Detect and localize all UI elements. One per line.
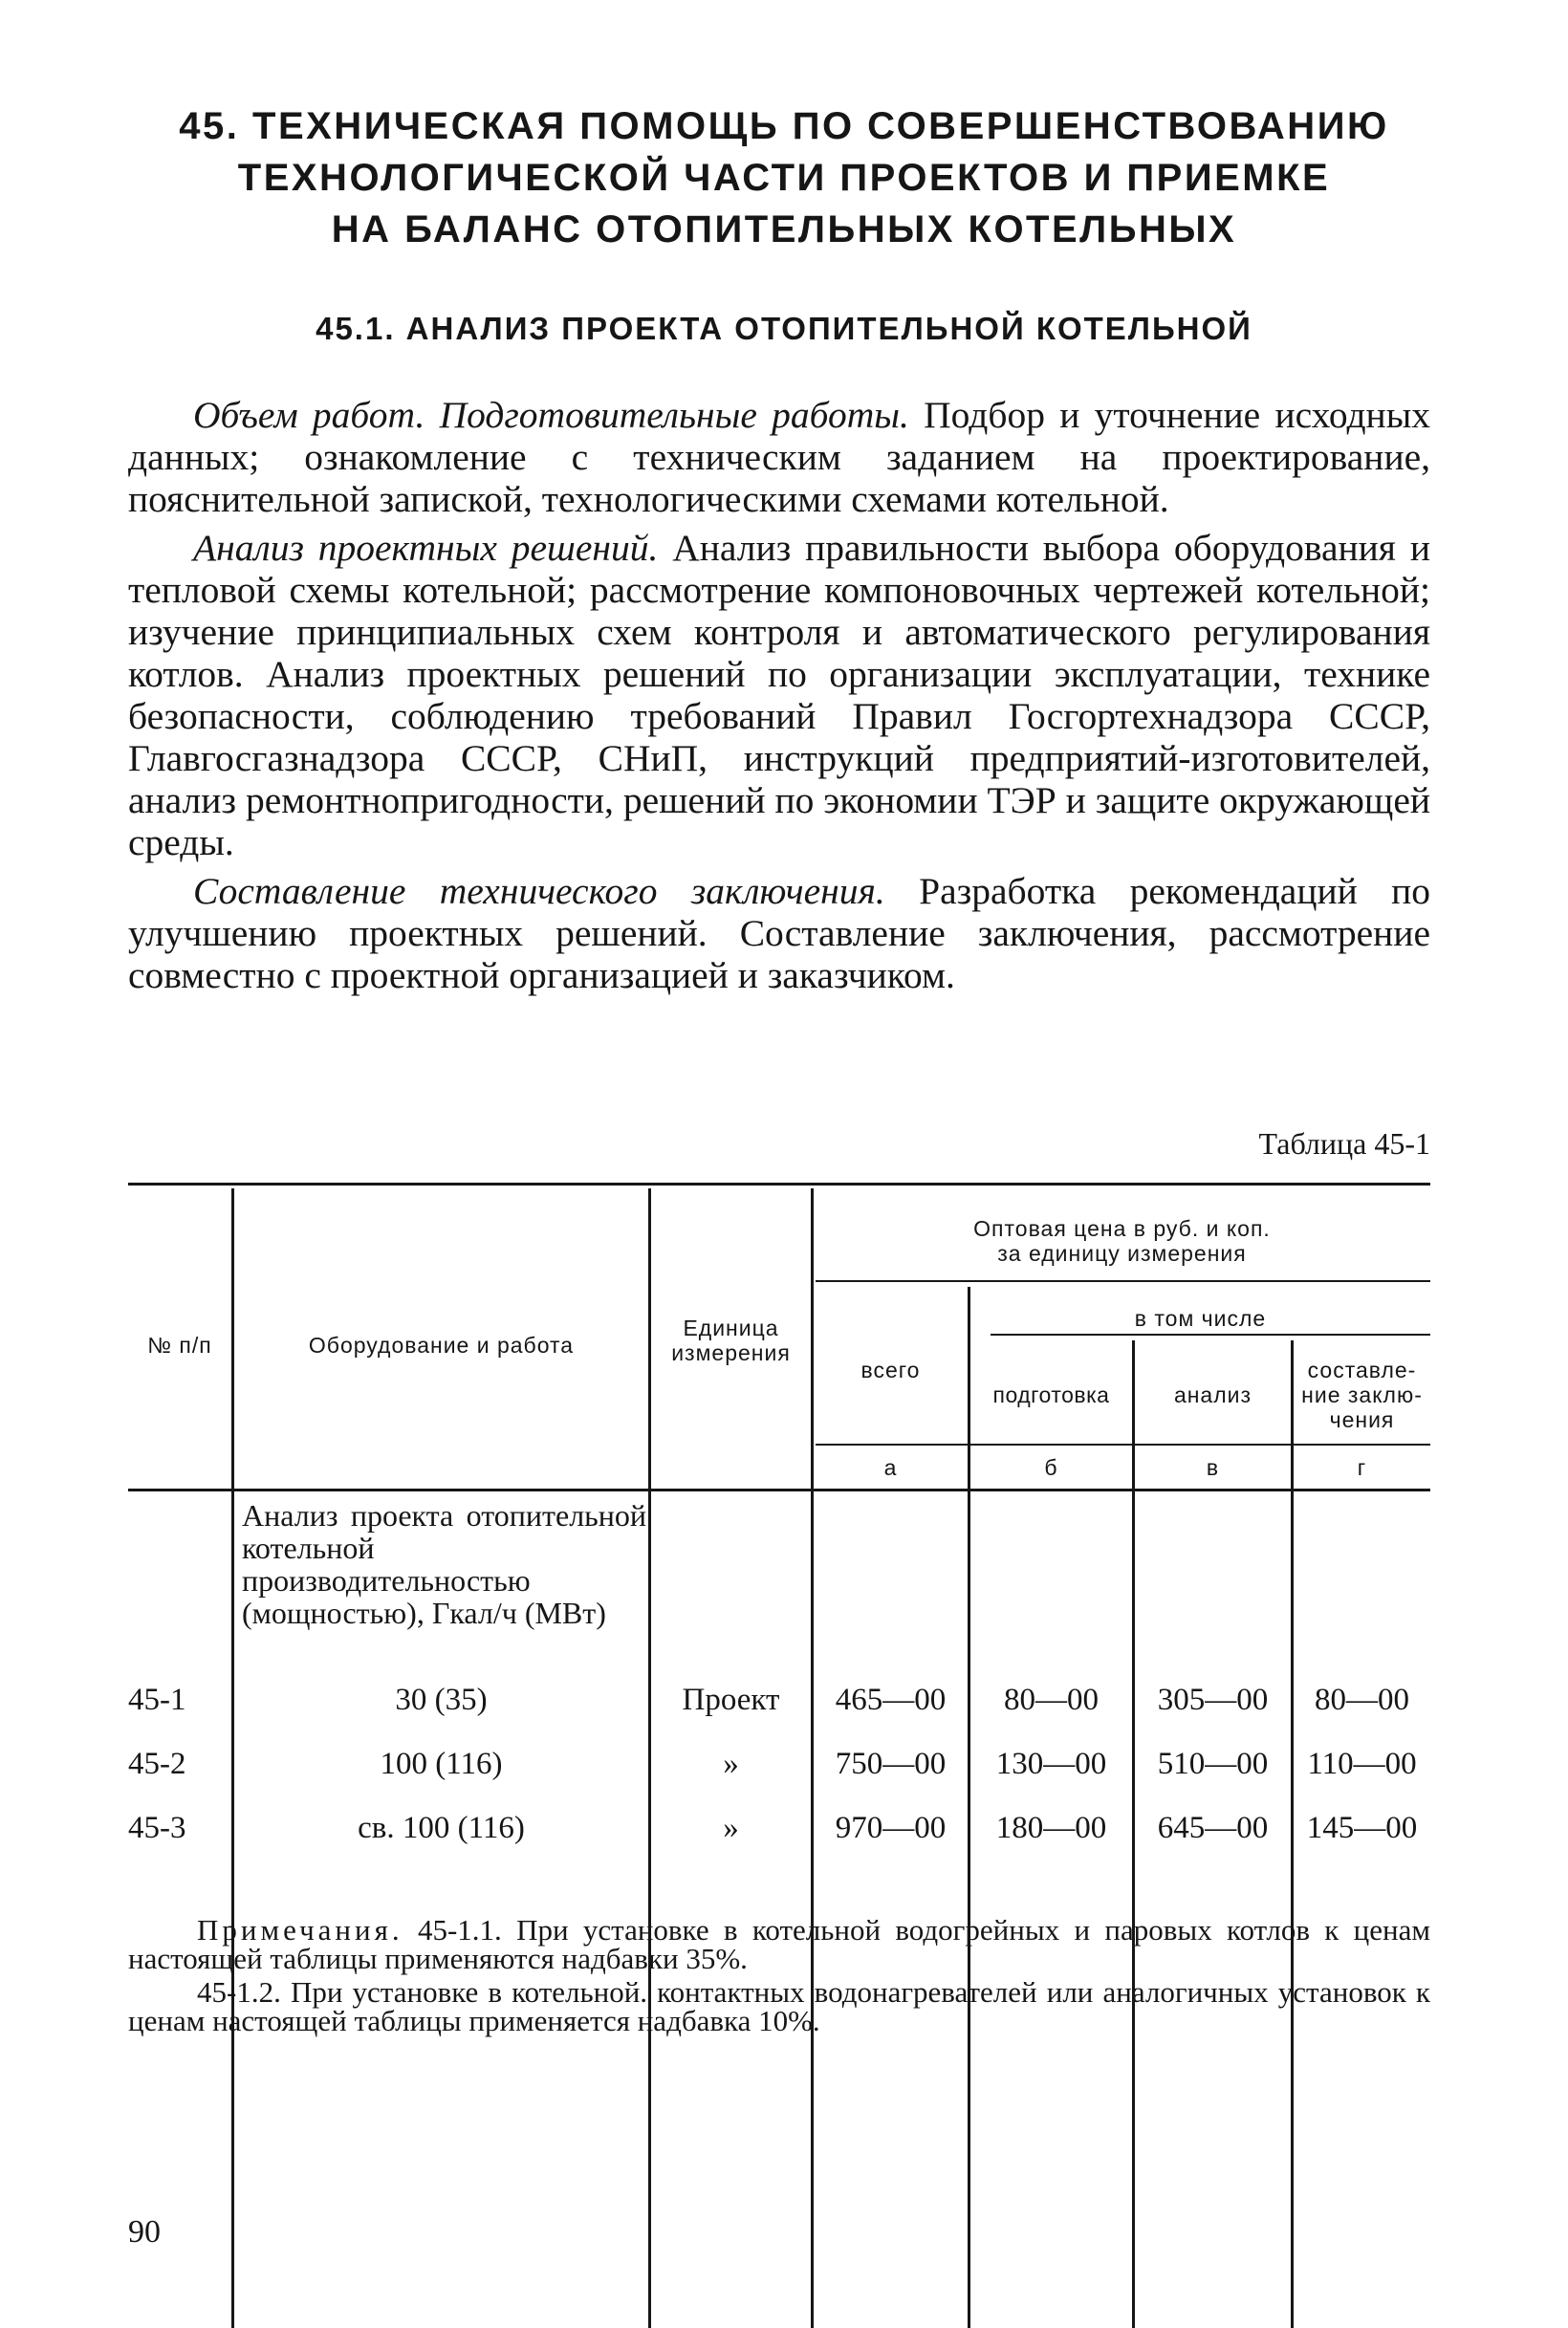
row-total: 970—00 xyxy=(835,1811,947,1845)
table-vline-4 xyxy=(968,1287,970,2328)
header-col-b: б xyxy=(1044,1455,1058,1480)
heading-line-1: 45. ТЕХНИЧЕСКАЯ ПОМОЩЬ ПО СОВЕРШЕНСТВОВАНИЮ xyxy=(179,105,1389,147)
header-divider-including xyxy=(991,1334,1430,1336)
table-notes xyxy=(128,1913,1430,2040)
row-num: 45-1 xyxy=(128,1683,186,1717)
row-unit: » xyxy=(723,1811,739,1845)
row-unit: » xyxy=(723,1747,739,1781)
paragraph-conclusion xyxy=(128,870,1430,996)
row-analysis: 645—00 xyxy=(1157,1811,1269,1845)
header-col-g: г xyxy=(1357,1455,1367,1480)
row-conclusion: 110—00 xyxy=(1307,1747,1417,1781)
row-num: 45-2 xyxy=(128,1747,186,1781)
header-price-line-1: Оптовая цена в руб. и коп. xyxy=(973,1216,1271,1241)
header-analysis: анализ xyxy=(1173,1382,1252,1407)
row-capacity: св. 100 (116) xyxy=(358,1811,525,1845)
header-col-v: в xyxy=(1206,1455,1220,1480)
row-prep: 180—00 xyxy=(995,1811,1107,1845)
note-2: 45-1.2. При установке в котельной. контактных водонагревателей или аналогичных установок к ценам настоящей таблицы применяется надбавка 10%. xyxy=(128,1975,1430,2037)
header-col-a: а xyxy=(883,1455,898,1480)
row-capacity: 100 (116) xyxy=(380,1747,503,1781)
row-unit: Проект xyxy=(682,1683,780,1717)
header-price-line-2: за единицу измерения xyxy=(997,1241,1247,1266)
subsection-heading: 45.1. АНАЛИЗ ПРОЕКТА ОТОПИТЕЛЬНОЙ КОТЕЛЬНОЙ xyxy=(316,311,1252,346)
paragraph-lead: Анализ проектных решений. xyxy=(193,527,659,569)
header-bottom-rule xyxy=(128,1489,1430,1491)
paragraph-text: Подбор и уточнение исходных данных; ознакомление с техническим заданием на проектирование, пояснительной запиской, технологическими схемами котельной. xyxy=(128,394,1430,520)
section-heading xyxy=(96,100,1472,255)
header-num: № п/п xyxy=(147,1333,212,1358)
note-1 xyxy=(128,1913,1430,1975)
table-top-rule xyxy=(128,1183,1430,1186)
note-1-text: 45-1.1. При установке в котельной водогрейных и паровых котлов к ценам настоящей таблицы применяются надбавки 35%. xyxy=(128,1913,1430,1975)
paragraph-lead: Объем работ. Подготовительные работы. xyxy=(193,394,909,436)
row-analysis: 510—00 xyxy=(1157,1747,1269,1781)
row-num: 45-3 xyxy=(128,1811,186,1845)
page-number: 90 xyxy=(128,2214,161,2250)
header-equipment: Оборудование и работа xyxy=(308,1333,575,1358)
row-prep: 130—00 xyxy=(995,1747,1107,1781)
paragraph-text: Анализ правильности выбора оборудования и тепловой схемы котельной; рассмотрение компоновочных чертежей котельной; изучение принципиальных схем контроля и автоматического регулирования котлов. Анализ проектных решений по организации эксплуатации, технике безопасности, соблюдению требований Правил Госгортехнадзора СССР, Главгосгазнадзора СССР, СНиП, инструкций предприятий-изготовителей, анализ ремонтнопригодности, решений по экономии ТЭР и защите окружающей среды. xyxy=(128,527,1430,863)
table-caption: Таблица 45-1 xyxy=(1258,1126,1430,1161)
paragraph-scope xyxy=(128,394,1430,520)
header-prep: подготовка xyxy=(992,1382,1110,1407)
table-description: Анализ проекта отопительной котельной производительностью (мощностью), Гкал/ч (МВт) xyxy=(242,1498,646,1630)
header-divider-letters xyxy=(816,1444,1430,1446)
row-capacity: 30 (35) xyxy=(395,1683,488,1717)
header-including: в том числе xyxy=(1134,1306,1267,1331)
body-text xyxy=(128,394,1430,1003)
heading-line-3: НА БАЛАНС ОТОПИТЕЛЬНЫХ КОТЕЛЬНЫХ xyxy=(331,208,1237,250)
row-total: 750—00 xyxy=(835,1747,947,1781)
header-unit: Единица измерения xyxy=(671,1316,791,1365)
header-total: всего xyxy=(860,1358,921,1382)
row-prep: 80—00 xyxy=(1004,1683,1099,1717)
header-conclusion: составле- ние заклю- чения xyxy=(1301,1358,1423,1432)
header-divider-price xyxy=(816,1280,1430,1282)
paragraph-lead: Составление технического заключения. xyxy=(193,870,885,912)
row-conclusion: 80—00 xyxy=(1315,1683,1409,1717)
row-analysis: 305—00 xyxy=(1157,1683,1269,1717)
heading-line-2: ТЕХНОЛОГИЧЕСКОЙ ЧАСТИ ПРОЕКТОВ И ПРИЕМКЕ xyxy=(237,157,1331,199)
notes-title: Примечания. xyxy=(197,1913,403,1947)
row-total: 465—00 xyxy=(835,1683,947,1717)
paragraph-text: Разработка рекомендаций по улучшению проектных решений. Составление заключения, рассмотрение совместно с проектной организацией и заказчиком. xyxy=(128,870,1430,996)
row-conclusion: 145—00 xyxy=(1306,1811,1418,1845)
paragraph-analysis xyxy=(128,527,1430,863)
